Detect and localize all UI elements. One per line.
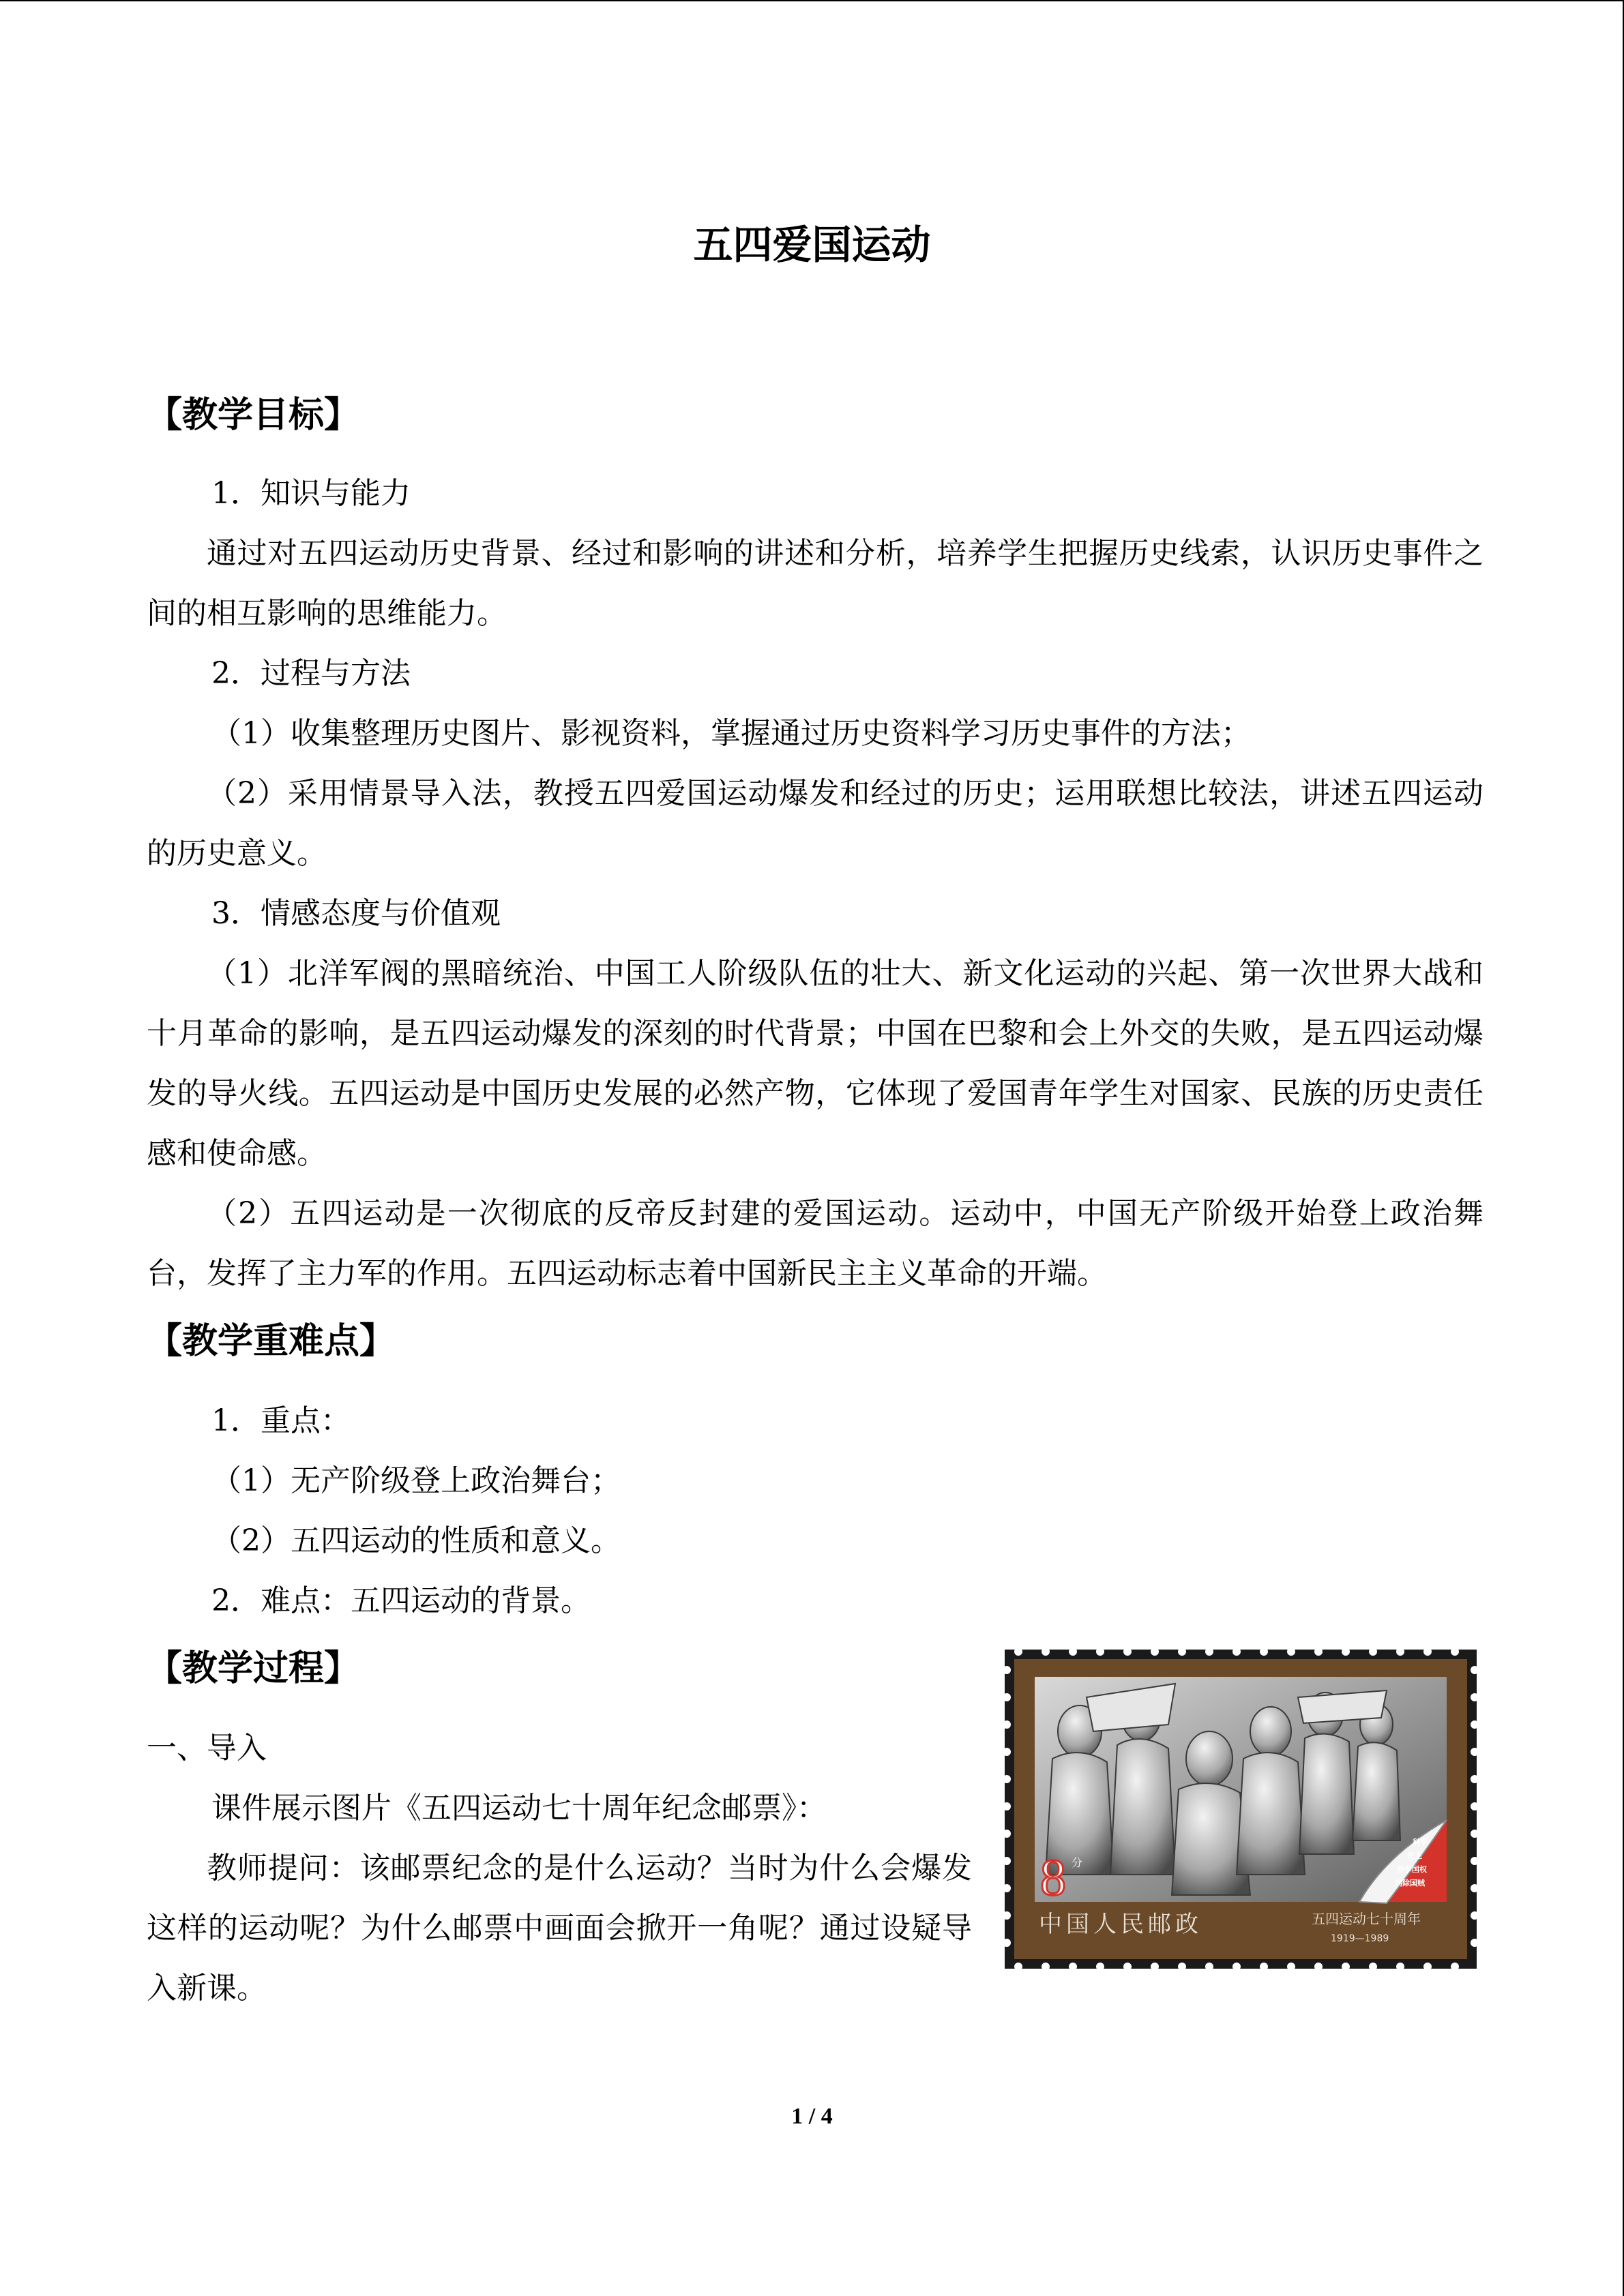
goal-item2-p1: （1）收集整理历史图片、影视资料，掌握通过历史资料学习历史事件的方法；: [211, 716, 1251, 751]
heading-teaching-process: 【教学过程】: [147, 1648, 360, 1689]
may-fourth-stamp-image: [1005, 1650, 1477, 1969]
goal-item1-text: 通过对五四运动历史背景、经过和影响的讲述和分析，培养学生把握历史线索，认识历史事件之间的相互影响的思维能力。: [147, 536, 1483, 631]
goal-item2-p2: （2）采用情景导入法，教授五四爱国运动爆发和经过的历史；运用联想比较法，讲述五四运动的历史意义。: [147, 776, 1483, 871]
goal-item3-p1: （1）北洋军阀的黑暗统治、中国工人阶级队伍的壮大、新文化运动的兴起、第一次世界大战和十月革命的影响，是五四运动爆发的深刻的时代背景；中国在巴黎和会上外交的失败，是五四运动爆发的导火线。五四运动是中国历史发展的必然产物，它体现了爱国青年学生对国家、民族的历史责任感和使命感。: [147, 956, 1483, 1171]
stamp-banner-line-2: 民主: [1407, 1851, 1422, 1860]
key-difficulty: 2．难点：五四运动的背景。: [211, 1583, 591, 1618]
stamp-banner-line-3: 外争国权: [1397, 1865, 1427, 1874]
document-title: 五四爱国运动: [693, 222, 931, 268]
goal-item2-title: 2．过程与方法: [211, 656, 411, 691]
stamp-caption: 五四运动七十周年: [1312, 1911, 1421, 1927]
goal-item3-title: 3．情感态度与价值观: [211, 896, 501, 931]
stamp-denomination-unit: 分: [1072, 1856, 1083, 1869]
key-focus-1: （1）无产阶级登上政治舞台；: [211, 1463, 621, 1498]
key-focus-title: 1．重点：: [211, 1403, 351, 1438]
heading-teaching-goals: 【教学目标】: [147, 395, 360, 436]
page-number: 1 / 4: [791, 2104, 833, 2129]
stamp-years: 1919—1989: [1331, 1933, 1389, 1944]
stamp-denomination: 8: [1040, 1849, 1066, 1907]
key-focus-2: （2）五四运动的性质和意义。: [211, 1523, 621, 1558]
process-intro-p1: 课件展示图片《五四运动七十周年纪念邮票》：: [211, 1791, 827, 1825]
process-intro-title: 一、导入: [147, 1731, 267, 1765]
goal-item1-title: 1．知识与能力: [211, 476, 411, 511]
goal-item3-p2: （2）五四运动是一次彻底的反帝反封建的爱国运动。运动中，中国无产阶级开始登上政治舞台，发挥了主力军的作用。五四运动标志着中国新民主主义革命的开端。: [147, 1196, 1483, 1291]
stamp-banner-line-4: 内除国贼: [1395, 1879, 1425, 1888]
stamp-issuer: 中国人民邮政: [1039, 1911, 1202, 1938]
process-intro-p2: 教师提问：该邮票纪念的是什么运动？当时为什么会爆发这样的运动呢？为什么邮票中画面会掀开一角呢？通过设疑导入新课。: [147, 1851, 972, 2006]
stamp-banner-line-1: 科学: [1413, 1838, 1428, 1847]
heading-key-points: 【教学重难点】: [147, 1321, 396, 1362]
